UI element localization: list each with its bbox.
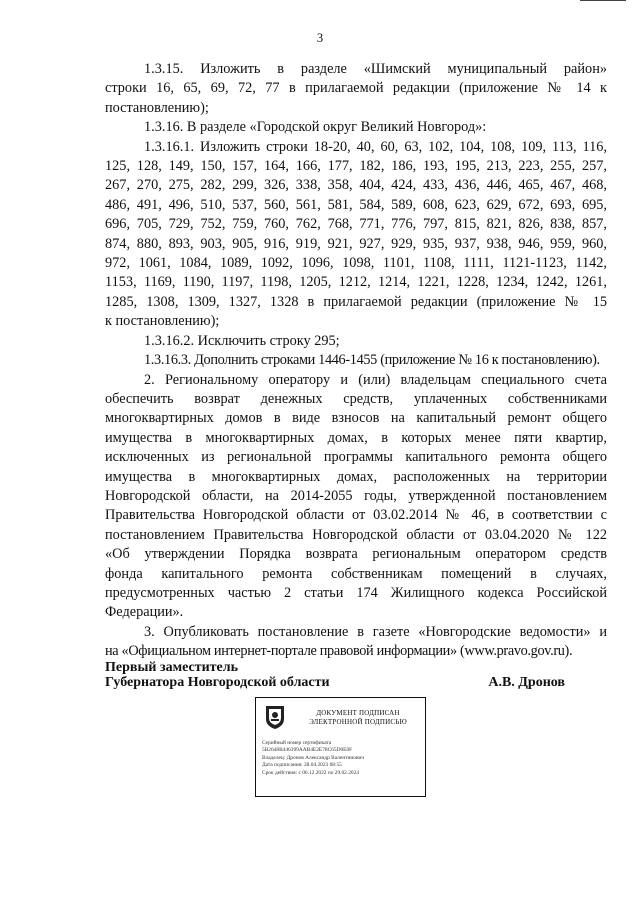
signer-position-line2: Губернатора Новгородской области: [105, 675, 330, 690]
paragraph-1-3-16-1: [105, 138, 607, 332]
stamp-title: [292, 709, 424, 726]
signature-block: [105, 660, 607, 690]
stamp-title-line2: ЭЛЕКТРОННОЙ ПОДПИСЬЮ: [309, 717, 407, 726]
text-line: «Об утверждении Порядка возврата региональным оператором средств: [105, 546, 607, 563]
text-line: 1153, 1169, 1190, 1197, 1198, 1205, 1212, 1214, 1221, 1228, 1234, 1242, 1261,: [105, 274, 607, 291]
signer-name: А.В. Дронов: [488, 675, 565, 690]
paragraph-1-3-15: [105, 60, 607, 118]
text-line: 125, 128, 149, 150, 157, 164, 166, 177, 182, 186, 193, 195, 213, 223, 255, 257,: [105, 158, 607, 175]
text-line: 1.3.16. В разделе «Городской округ Великий Новгород»:: [144, 119, 487, 136]
page-number: 3: [316, 31, 324, 45]
text-line: постановлению);: [105, 99, 209, 116]
text-line: предусмотренных частью 2 статьи 174 Жилищного кодекса Российской: [105, 584, 607, 601]
text-line: 2. Региональному оператору и (или) владельцам специального счета: [144, 371, 607, 388]
text-line: имущества в многоквартирных домах, в которых менее пяти квартир,: [105, 429, 607, 446]
stamp-details: [262, 740, 424, 777]
text-line: 1.3.15. Изложить в разделе «Шимский муниципальный район»: [144, 61, 607, 77]
text-line: к постановлению);: [105, 313, 220, 330]
text-line: фонда капитального ремонта собственникам помещений в случаях,: [105, 565, 607, 582]
stamp-row: Серийный номер сертификата: [262, 740, 332, 746]
text-line: исключенных из региональной программы капитального ремонта общего: [105, 449, 607, 466]
electronic-signature-stamp: [255, 697, 426, 797]
text-line: на «Официальном интернет-портале правовой информации» (www.pravo.gov.ru).: [105, 643, 573, 660]
paragraph-1-3-16-2: [105, 332, 607, 351]
paragraph-1-3-16-3: [105, 351, 607, 370]
coat-of-arms-icon: [264, 704, 286, 730]
corner-rule: [580, 0, 626, 1]
stamp-row: 5B2648B446399AAB4E2E78C65D0E0F: [262, 747, 353, 754]
paragraph-3: [105, 623, 607, 662]
text-line: 1.3.16.1. Изложить строки 18-20, 40, 60, 63, 102, 104, 108, 109, 113, 116,: [144, 138, 607, 155]
text-line: Федерации».: [105, 604, 184, 621]
text-line: 1.3.16.2. Исключить строку 295;: [144, 332, 340, 349]
text-line: 267, 270, 275, 282, 299, 326, 338, 358, 404, 424, 433, 436, 446, 465, 467, 468,: [105, 177, 607, 194]
document-body: [105, 60, 607, 662]
stamp-title-line1: ДОКУМЕНТ ПОДПИСАН: [316, 709, 400, 717]
text-line: 1.3.16.3. Дополнить строками 1446-1455 (приложение № 16 к постановлению).: [144, 352, 600, 369]
stamp-row: Владелец: Дронов Александр Валентинович: [262, 754, 365, 761]
text-line: 486, 491, 496, 510, 537, 560, 561, 581, 584, 589, 608, 623, 629, 672, 693, 695,: [105, 196, 607, 213]
text-line: 1285, 1308, 1309, 1327, 1328 в прилагаемой редакции (приложение № 15: [105, 293, 607, 310]
text-line: Новгородской области, на 2014-2055 годы, утвержденной постановлением: [105, 487, 607, 504]
text-line: 696, 705, 729, 752, 759, 760, 762, 768, 771, 776, 797, 815, 821, 826, 838, 857,: [105, 216, 607, 233]
text-line: 874, 880, 893, 903, 905, 916, 919, 921, 927, 929, 935, 937, 938, 946, 959, 960,: [105, 235, 607, 252]
text-line: имущества в многоквартирных домах, расположенных на территории: [105, 468, 607, 485]
text-line: постановлением Правительства Новгородской области от 03.04.2020 № 122: [105, 526, 607, 543]
stamp-row: Дата подписания: 28.04.2023 08:55: [262, 762, 342, 769]
signer-position-line1: Первый заместитель: [105, 660, 238, 675]
text-line: Правительства Новгородской области от 03.02.2014 № 46, в соответствии с: [105, 507, 607, 524]
text-line: строки 16, 65, 69, 72, 77 в прилагаемой редакции (приложение № 14 к: [105, 80, 607, 97]
text-line: 972, 1061, 1084, 1089, 1092, 1096, 1098, 1101, 1108, 1111, 1121-1123, 1142,: [105, 255, 607, 272]
text-line: многоквартирных домов в виде взносов на капитальный ремонт общего: [105, 410, 607, 427]
paragraph-2: [105, 371, 607, 623]
text-line: обеспечить возврат денежных средств, уплаченных собственниками: [105, 390, 607, 407]
paragraph-1-3-16: [105, 118, 607, 137]
text-line: 3. Опубликовать постановление в газете «Новгородские ведомости» и: [144, 623, 607, 640]
stamp-row: Срок действия: с 06.12.2022 по 29.02.2024: [262, 769, 360, 776]
